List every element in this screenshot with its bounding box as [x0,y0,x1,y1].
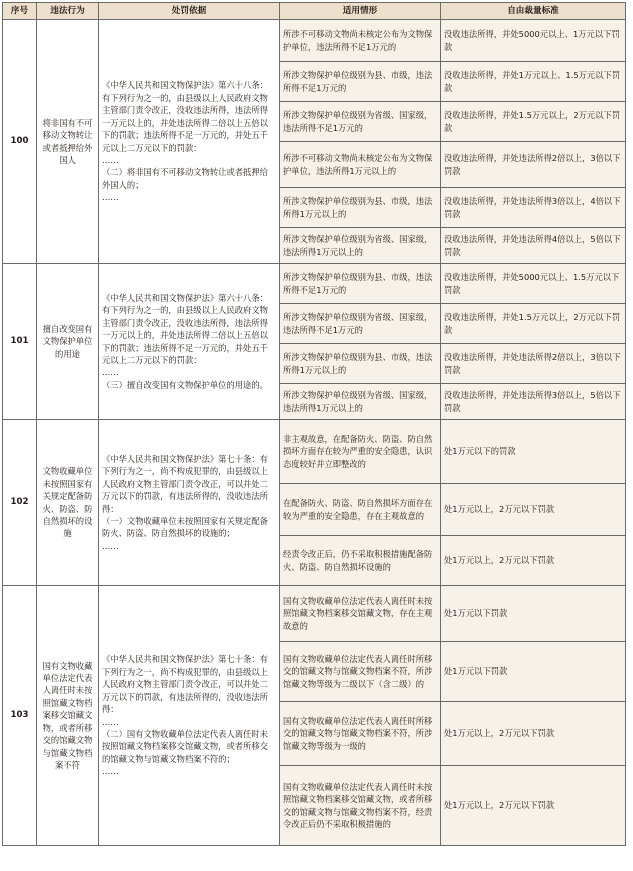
discretion-standard: 没收违法所得，并处违法所得3倍以上，4倍以下罚款 [441,188,626,228]
applicable-situation: 所涉文物保护单位级别为县、市级，违法所得不足1万元的 [280,264,441,304]
discretion-standard: 没收违法所得，并处违法所得4倍以上，5倍以下罚款 [441,228,626,264]
basis-paragraph: …… [102,716,119,727]
entry-number: 103 [3,586,37,846]
applicable-situation: 所涉文物保护单位级别为县、市级，违法所得1万元以上的 [280,188,441,228]
table-row [3,264,626,304]
basis-paragraph: （三）擅自改变国有文物保护单位的用途的。 [102,379,268,390]
applicable-situation: 所涉文物保护单位级别为省级、国家级，违法所得不足1万元的 [280,304,441,344]
applicable-situation: 所涉文物保护单位级别为省级、国家级，违法所得1万元以上的 [280,228,441,264]
header-applicable-situation: 适用情形 [280,3,441,20]
discretion-standard: 没收违法所得，并处5000元以上、1万元以下罚款 [441,20,626,62]
applicable-situation: 所涉文物保护单位级别为县、市级，违法所得不足1万元的 [280,62,441,102]
entry-number: 101 [3,264,37,420]
applicable-situation: 国有文物收藏单位法定代表人离任时所移交的馆藏文物与馆藏文物档案不符，所涉馆藏文物等级为一级的 [280,702,441,766]
applicable-situation: 所涉文物保护单位级别为省级、国家级，违法所得1万元以上的 [280,384,441,420]
applicable-situation: 所涉不可移动文物尚未核定公布为文物保护单位，违法所得1万元以上的 [280,142,441,188]
applicable-situation: 经责令改正后，仍不采取积极措施配备防火、防盗、防自然损坏设施的 [280,536,441,586]
applicable-situation: 国有文物收藏单位法定代表人离任时未按照馆藏文物档案移交馆藏文物，或者所移交的馆藏文物与馆藏文物档案不符，经责令改正后仍不采取积极措施的 [280,766,441,846]
discretion-standard: 没收违法所得，并处违法所得3倍以上，5倍以下罚款 [441,384,626,420]
entry-basis [99,20,280,264]
discretion-standard: 没收违法所得，并处违法所得2倍以上，3倍以下罚款 [441,344,626,384]
applicable-situation: 所涉文物保护单位级别为县、市级，违法所得1万元以上的 [280,344,441,384]
applicable-situation: 非主观故意，在配备防火、防盗、防自然损坏方面存在较为严重的安全隐患，认识态度较好并立即整改的 [280,420,441,484]
table-header-row [3,3,626,20]
applicable-situation: 在配备防火、防盗、防自然损坏方面存在较为严重的安全隐患，存在主观故意的 [280,484,441,536]
applicable-situation: 国有文物收藏单位法定代表人离任时所移交的馆藏文物与馆藏文物档案不符，所涉馆藏文物等级为二级以下（含二级）的 [280,642,441,702]
discretion-standard: 没收违法所得，并处1.5万元以上，2万元以下罚款 [441,102,626,142]
discretion-standard: 没收违法所得，并处5000元以上、1.5万元以下罚款 [441,264,626,304]
discretion-standard: 处1万元以下罚款 [441,642,626,702]
applicable-situation: 所涉文物保护单位级别为省级、国家级，违法所得不足1万元的 [280,102,441,142]
penalty-table [2,2,626,846]
entry-violation: 国有文物收藏单位法定代表人离任时未按照馆藏文物档案移交馆藏文物，或者所移交的馆藏文物与馆藏文物档案不符 [37,586,99,846]
basis-paragraph: …… [102,540,119,551]
basis-paragraph: …… [102,367,119,378]
header-seq: 序号 [3,3,37,20]
discretion-standard: 处1万元以下罚款 [441,586,626,642]
entry-violation: 将非国有不可移动文物转让或者抵押给外国人 [37,20,99,264]
discretion-standard: 没收违法所得，并处违法所得2倍以上，3倍以下罚款 [441,142,626,188]
basis-paragraph: …… [102,154,119,165]
table-row [3,420,626,484]
discretion-standard: 没收违法所得，并处1.5万元以上，2万元以下罚款 [441,304,626,344]
discretion-standard: 处1万元以下的罚款 [441,420,626,484]
entry-violation: 擅自改变国有文物保护单位的用途 [37,264,99,420]
discretion-standard: 处1万元以上，2万元以下罚款 [441,702,626,766]
applicable-situation: 国有文物收藏单位法定代表人离任时未按照馆藏文物档案移交馆藏文物，存在主观故意的 [280,586,441,642]
discretion-standard: 处1万元以上，2万元以下罚款 [441,536,626,586]
entry-number: 102 [3,420,37,586]
penalty-discretion-table [2,2,625,846]
entry-basis [99,264,280,420]
basis-paragraph: …… [102,192,119,203]
basis-paragraph: …… [102,766,119,777]
basis-paragraph: 《中华人民共和国文物保护法》第六十八条：有下列行为之一的，由县级以上人民政府文物主管部门责令改正，没收违法所得，违法所得一万元以上的，并处违法所得二倍以上五倍以下的罚款；违法所得不足一万元的，并处五千元以上二万元以下的罚款： [102,80,268,153]
basis-paragraph: 《中华人民共和国文物保护法》第七十条：有下列行为之一，尚不构成犯罪的，由县级以上人民政府文物主管部门责令改正，可以并处二万元以下的罚款，有违法所得的，没收违法所得： [102,654,268,715]
table-row [3,586,626,642]
table-row [3,20,626,62]
basis-paragraph: （二）将非国有不可移动文物转让或者抵押给外国人的； [102,167,268,190]
table-body [3,20,626,846]
header-violation: 违法行为 [37,3,99,20]
basis-paragraph: （二）国有文物收藏单位法定代表人离任时未按照馆藏文物档案移交馆藏文物，或者所移交的馆藏文物与馆藏文物档案不符的； [102,728,268,764]
entry-basis [99,420,280,586]
basis-paragraph: （一）文物收藏单位未按照国家有关规定配备防火、防盗、防自然损坏的设施的； [102,515,268,539]
entry-number: 100 [3,20,37,264]
entry-violation: 文物收藏单位未按照国家有关规定配备防火、防盗、防自然损坏的设施 [37,420,99,586]
applicable-situation: 所涉不可移动文物尚未核定公布为文物保护单位，违法所得不足1万元的 [280,20,441,62]
entry-basis [99,586,280,846]
discretion-standard: 处1万元以上，2万元以下罚款 [441,484,626,536]
discretion-standard: 没收违法所得，并处1万元以上、1.5万元以下罚款 [441,62,626,102]
discretion-standard: 处1万元以上，2万元以下罚款 [441,766,626,846]
basis-paragraph: 《中华人民共和国文物保护法》第七十条：有下列行为之一，尚不构成犯罪的，由县级以上人民政府文物主管部门责令改正，可以并处二万元以下的罚款，有违法所得的，没收违法所得： [102,453,268,514]
basis-paragraph: 《中华人民共和国文物保护法》第六十八条：有下列行为之一的，由县级以上人民政府文物主管部门责令改正，没收违法所得，违法所得一万元以上的，并处违法所得二倍以上五倍以下的罚款；违法所得不足一万元的，并处五千元以上二万元以下的罚款： [102,292,268,365]
header-discretion-standard: 自由裁量标准 [441,3,626,20]
header-penalty-basis: 处罚依据 [99,3,280,20]
